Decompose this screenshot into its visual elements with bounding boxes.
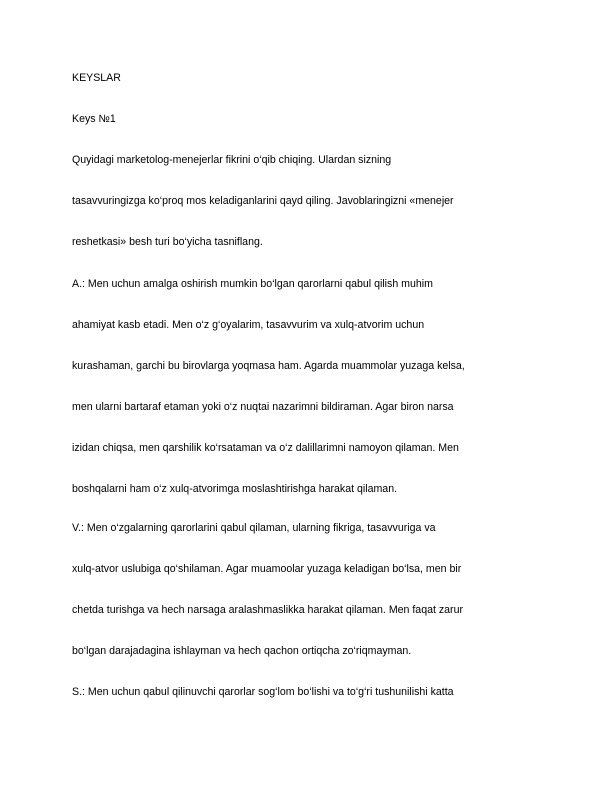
body-line: A.: Men uchun amalga oshirish mumkin bo‘lgan qarorlarni qabul qilish muhim: [72, 278, 433, 290]
body-line: tasavvuringizga ko‘proq mos keladiganlarini qayd qiling. Javoblaringizni «menejer: [72, 195, 454, 207]
body-line: kurashaman, garchi bu birovlarga yoqmasa ham. Agarda muammolar yuzaga kelsa,: [72, 360, 465, 372]
body-line: reshetkasi» besh turi bo‘yicha tasniflang.: [72, 236, 263, 248]
body-line: Quyidagi marketolog-menejerlar fikrini o‘qib chiqing. Ulardan sizning: [72, 154, 392, 166]
body-line: bo‘lgan darajadagina ishlayman va hech qachon ortiqcha zo‘riqmayman.: [72, 645, 412, 657]
body-line: boshqalarni ham o‘z xulq-atvorimga moslashtirishga harakat qilaman.: [72, 483, 398, 495]
body-line: xulq-atvor uslubiga qo‘shilaman. Agar muamoolar yuzaga keladigan bo‘lsa, men bir: [72, 563, 462, 575]
body-line: ahamiyat kasb etadi. Men o‘z g‘oyalarim, tasavvurim va xulq-atvorim uchun: [72, 319, 425, 331]
body-line: chetda turishga va hech narsaga aralashmaslikka harakat qilaman. Men faqat zarur: [72, 604, 464, 616]
body-line: izidan chiqsa, men qarshilik ko‘rsataman va o‘z dalillarimni namoyon qilaman. Men: [72, 442, 459, 454]
body-line: V.: Men o‘zgalarning qarorlarini qabul qilaman, ularning fikriga, tasavvuriga va: [72, 522, 436, 534]
body-line: S.: Men uchun qabul qilinuvchi qarorlar sog‘lom bo‘lishi va to‘g‘ri tushunilishi katta: [72, 686, 454, 698]
document-heading: KEYSLAR: [72, 72, 121, 84]
body-line: men ularni bartaraf etaman yoki o‘z nuqtai nazarimni bildiraman. Agar biron narsa: [72, 401, 454, 413]
case-title: Keys №1: [72, 113, 116, 125]
